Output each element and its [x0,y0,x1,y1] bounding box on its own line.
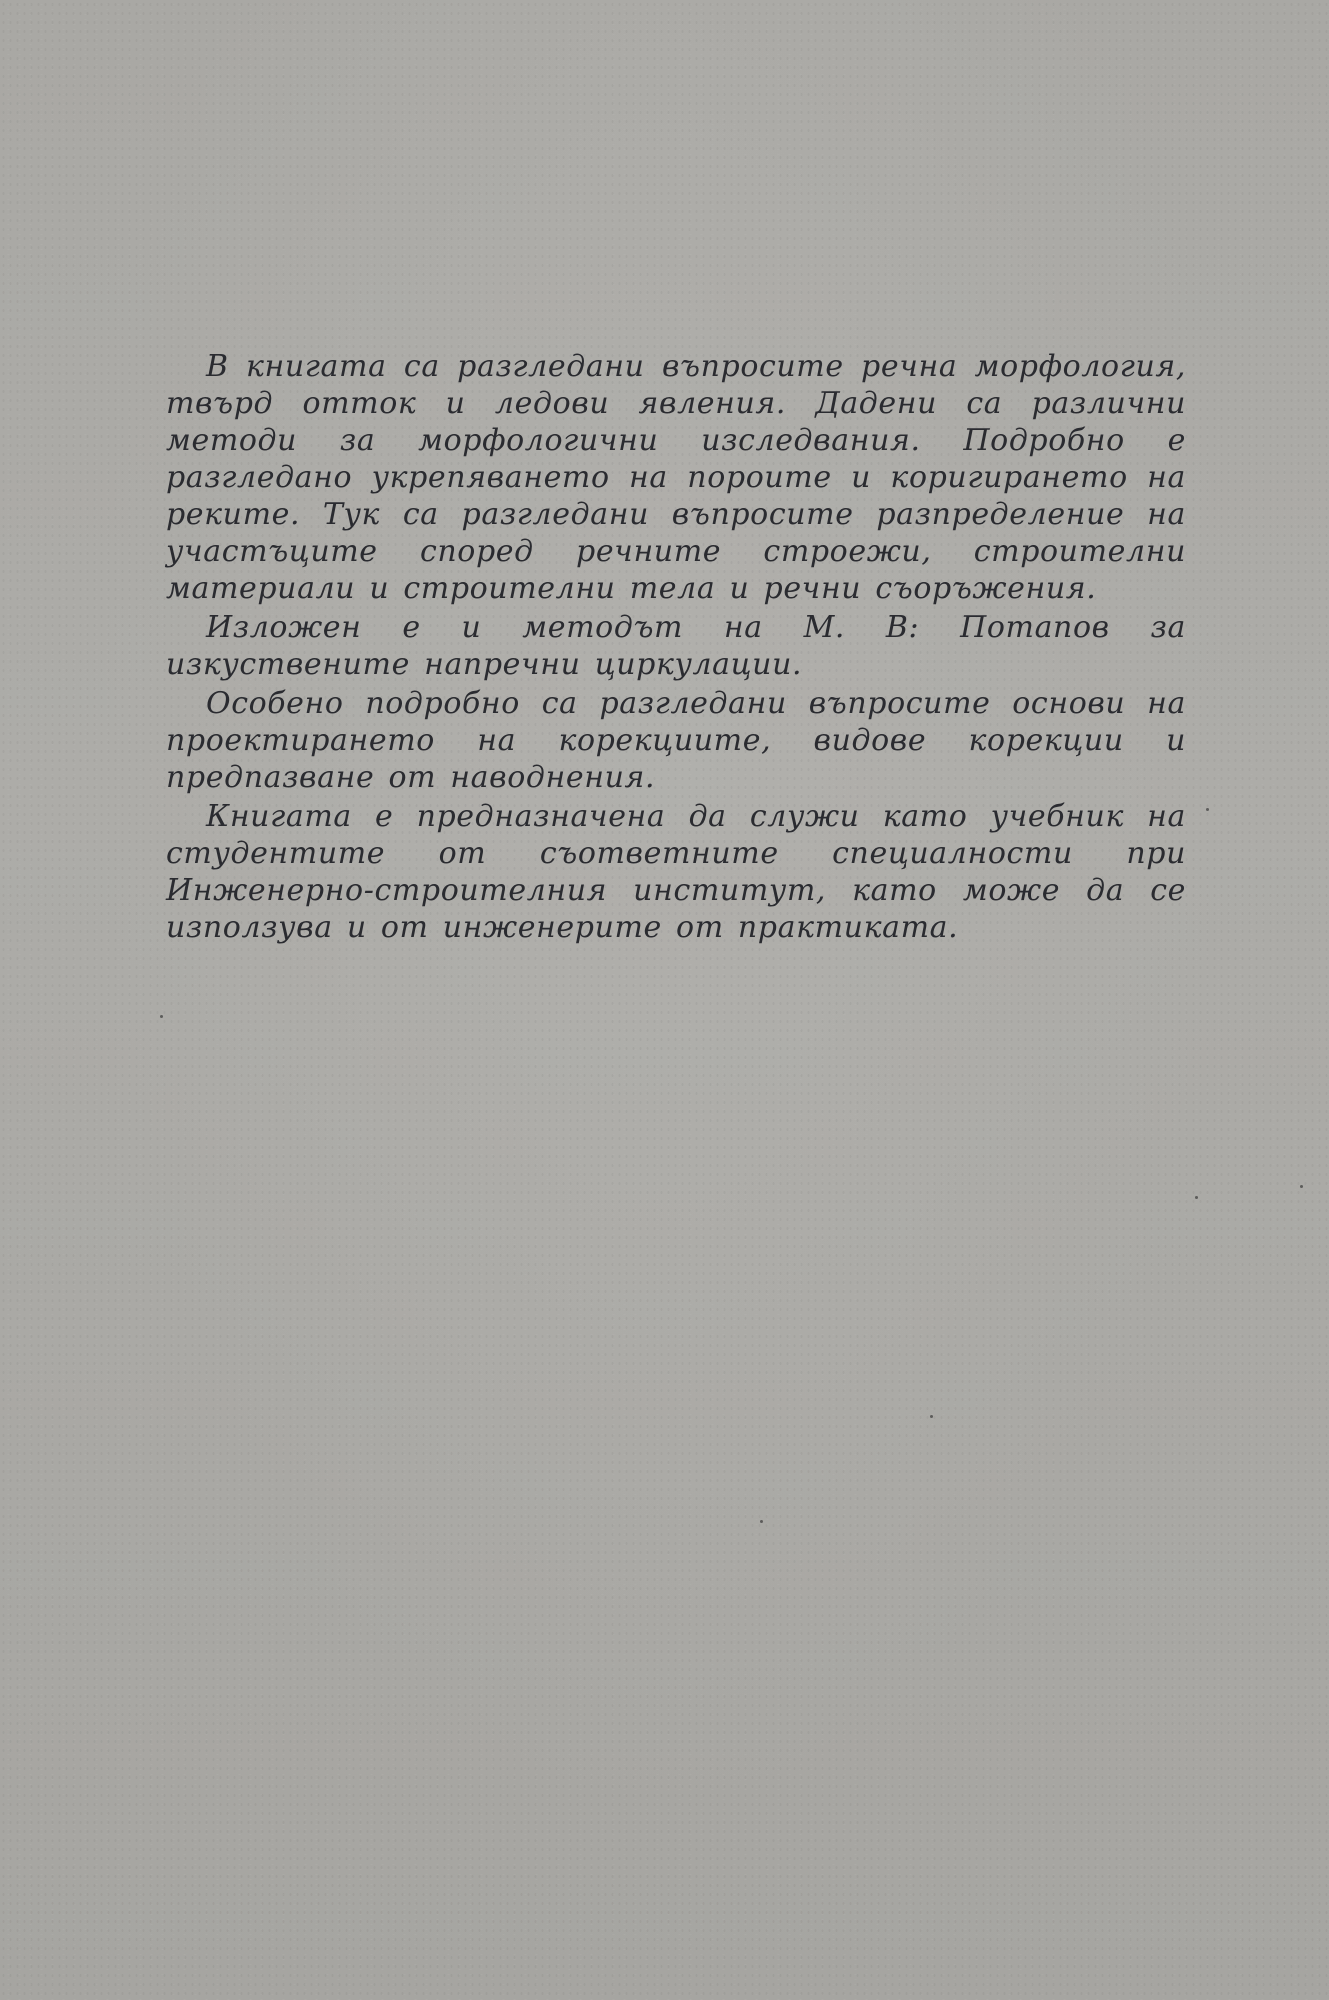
paper-speck [930,1415,933,1418]
paragraph-1: В книгата са разгледани въпросите речна морфология, твърд отток и ледови явления. Дадени са различни методи за морфологични изследвания. Подробно е разгледано укрепяването на пороите и коригирането на реките. Тук са разгледани въпросите разпределение на участъците според речните строежи, строителни материали и строителни тела и речни съоръжения. [166,349,1186,606]
paragraph-4: Книгата е предназначена да служи като учебник на студентите от съответните специалности при Инженерно-строителния институт, като може да се използува и от инженерите от практиката. [166,799,1186,945]
paper-speck [1195,1196,1198,1199]
paper-speck [1206,808,1209,811]
paragraph-2: Изложен е и методът на М. В: Потапов за изкуствените напречни циркулации. [166,610,1186,682]
paper-speck [160,1015,163,1018]
paragraph-3: Особено подробно са разгледани въпросите основи на проектирането на корекциите, видове корекции и предпазване от наводнения. [166,686,1186,795]
paper-speck [760,1520,763,1523]
paper-speck [1300,1185,1303,1188]
annotation-text [166,348,1186,948]
